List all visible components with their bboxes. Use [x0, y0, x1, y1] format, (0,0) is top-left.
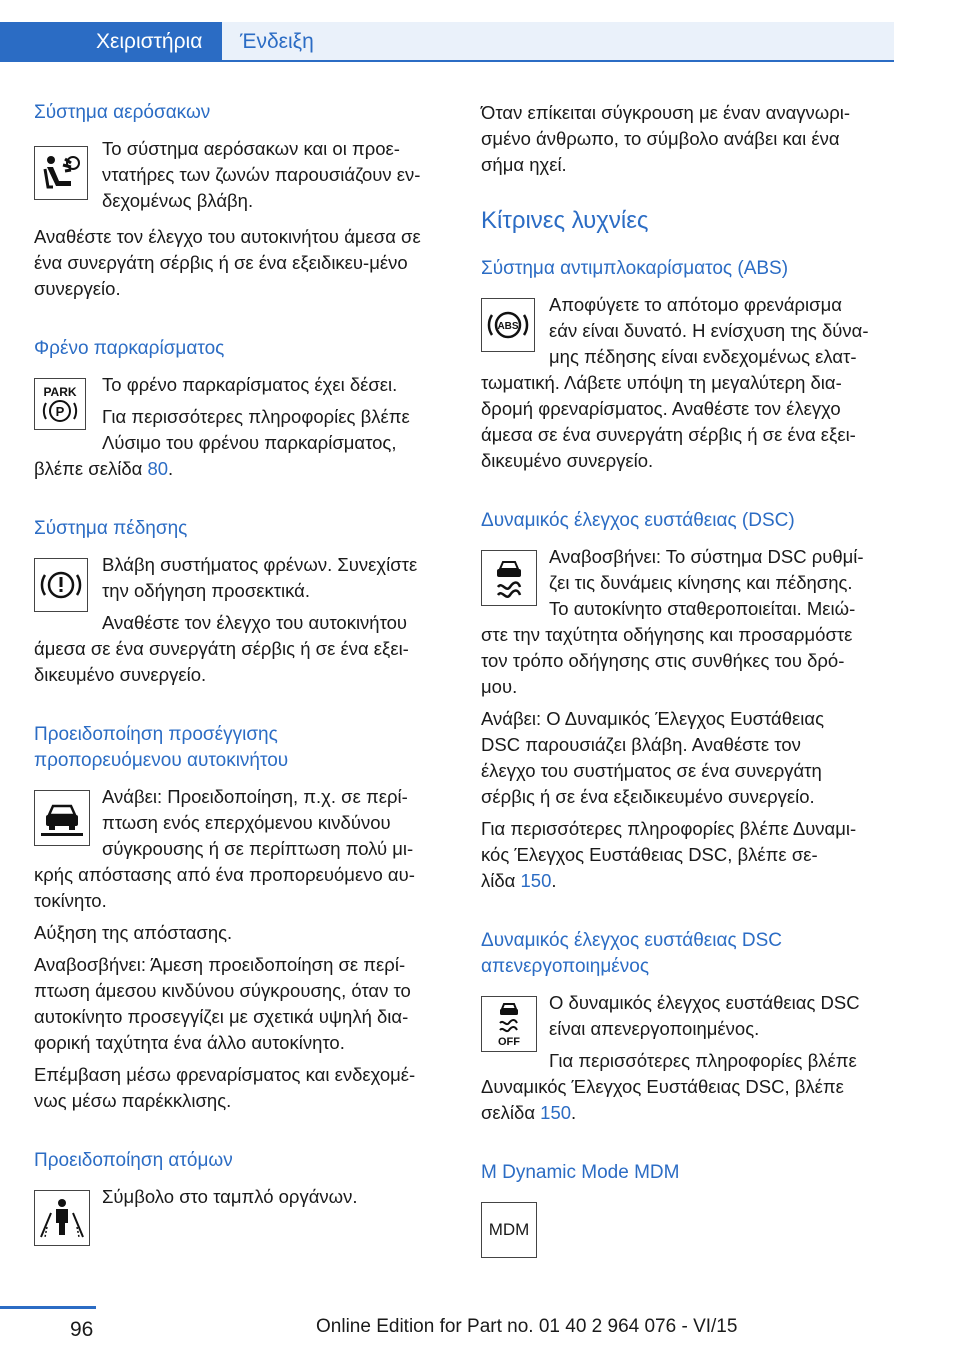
- svg-text:PARK: PARK: [43, 385, 77, 399]
- mdm-icon-label: MDM: [488, 1220, 530, 1239]
- dsc-heading: Δυναμικός έλεγχος ευστάθειας (DSC): [481, 510, 795, 531]
- parking-line1: Το φρένο παρκαρίσματος έχει δέσει.: [102, 374, 398, 395]
- dsc-page-link[interactable]: 150: [520, 870, 552, 891]
- header-divider: [222, 60, 894, 62]
- collision-p3a: Αναβοσβήνει: Άμεση προειδοποίηση σε περί-: [34, 954, 406, 975]
- right-column: [481, 100, 897, 1260]
- collision-p3b: πτωση άμεσου κινδύνου σύγκρουσης, όταν το: [34, 980, 411, 1001]
- dsc-l1: Αναβοσβήνει: Το σύστημα DSC ρυθμί-: [549, 546, 864, 567]
- airbag-heading: Σύστημα αερόσακων: [34, 102, 211, 123]
- collision-p4b: νως μέσω παρέκκλισης.: [34, 1090, 232, 1111]
- parking-see-page: βλέπε σελίδα: [34, 458, 148, 479]
- dsc-p2c: έλεγχο του συστήματος σε ένα συνεργάτη: [481, 760, 822, 781]
- brake-line4: άμεσα σε ένα συνεργάτη σέρβις ή σε ένα εξει-: [34, 638, 409, 659]
- brake-line3: Αναθέστε τον έλεγχο του αυτοκινήτου: [102, 612, 408, 633]
- dsc-off-l1: Ο δυναμικός έλεγχος ευστάθειας DSC: [549, 992, 860, 1013]
- brake-line2: την οδήγηση προσεκτικά.: [102, 580, 311, 601]
- collision-l4: κρής απόστασης από ένα προπορευόμενο αυ-: [34, 864, 415, 885]
- collision-section: [34, 784, 454, 1114]
- collision-warning-icon: [34, 790, 90, 846]
- airbag-section: [34, 136, 454, 302]
- dsc-off-heading-1: Δυναμικός έλεγχος ευστάθειας DSC: [481, 930, 783, 951]
- collision-heading-2: προπορευόμενου αυτοκινήτου: [34, 750, 289, 771]
- dsc-p2a: Ανάβει: Ο Δυναμικός Έλεγχος Ευστάθειας: [481, 708, 824, 729]
- header-bar: [0, 0, 960, 62]
- intro-l2: σμένο άνθρωπο, το σύμβολο ανάβει και ένα: [481, 128, 840, 149]
- dsc-off-see-page: σελίδα: [481, 1102, 541, 1123]
- dsc-p3c-end: .: [551, 870, 557, 891]
- mdm-icon: [481, 1202, 537, 1258]
- parking-page-link[interactable]: 80: [147, 458, 169, 479]
- abs-l5: δρομή φρεναρίσματος. Αναθέστε τον έλεγχο: [481, 398, 841, 419]
- dsc-off-l4: Δυναμικός Έλεγχος Ευστάθειας DSC, βλέπε: [481, 1076, 844, 1097]
- abs-l6: άμεσα σε ένα συνεργάτη σέρβις ή σε ένα εξει-: [481, 424, 856, 445]
- brake-line1: Βλάβη συστήματος φρένων. Συνεχίστε: [102, 554, 418, 575]
- collision-heading-1: Προειδοποίηση προσέγγισης: [34, 724, 278, 745]
- pedestrian-heading: Προειδοποίηση ατόμων: [34, 1150, 233, 1171]
- page-number: 96: [70, 1318, 94, 1341]
- mdm-heading: M Dynamic Mode MDM: [481, 1162, 680, 1183]
- collision-p4a: Επέμβαση μέσω φρεναρίσματος και ενδεχομέ-: [34, 1064, 416, 1085]
- tab-display[interactable]: [222, 22, 894, 62]
- collision-l2: πτωση ενός επερχόμενου κινδύνου: [102, 812, 391, 833]
- collision-l5: τοκίνητο.: [34, 890, 107, 911]
- airbag-icon: [34, 146, 88, 200]
- parking-line2: Για περισσότερες πληροφορίες βλέπε: [102, 406, 410, 427]
- collision-l1: Ανάβει: Προειδοποίηση, π.χ. σε περί-: [102, 786, 408, 807]
- svg-text:P: P: [55, 404, 65, 419]
- dsc-p2b: DSC παρουσιάζει βλάβη. Αναθέστε τον: [481, 734, 801, 755]
- intro-l1: Όταν επίκειται σύγκρουση με έναν αναγνωρι-: [481, 102, 850, 123]
- parking-heading: Φρένο παρκαρίσματος: [34, 338, 225, 359]
- dsc-off-heading-2: απενεργοποιημένος: [481, 956, 649, 977]
- abs-l4: τωματική. Λάβετε υπόψη τη μεγαλύτερη δια-: [481, 372, 842, 393]
- dsc-l3: Το αυτοκίνητο σταθεροποιείται. Μειώ-: [549, 598, 856, 619]
- park-brake-icon: [34, 378, 86, 430]
- dsc-p2d: σέρβις ή σε ένα εξειδικευμένο συνεργείο.: [481, 786, 815, 807]
- collision-p3d: φορική ταχύτητα ένα άλλο αυτοκίνητο.: [34, 1032, 345, 1053]
- abs-l3: μης πέδησης είναι ενδεχομένως ελατ-: [549, 346, 857, 367]
- brake-warning-icon: [34, 558, 88, 612]
- collision-p2: Αύξηση της απόστασης.: [34, 922, 233, 943]
- abs-section: [481, 292, 897, 474]
- dsc-see-page: λίδα: [481, 870, 521, 891]
- parking-line4-end: .: [168, 458, 174, 479]
- dsc-icon: [481, 550, 537, 606]
- dsc-l5: τον τρόπο οδήγησης στις συνθήκες του δρό-: [481, 650, 845, 671]
- abs-l2: εάν είναι δυνατό. Η ενίσχυση της δύνα-: [549, 320, 869, 341]
- dsc-l6: μου.: [481, 676, 518, 697]
- left-column: [34, 100, 454, 1242]
- airbag-icon-text: Το σύστημα αερόσακων και οι προε- ντατήρες των ζωνών παρουσιάζουν εν- δεχομένως βλάβη.: [102, 138, 421, 211]
- parking-line3: Λύσιμο του φρένου παρκαρίσματος,: [102, 432, 397, 453]
- dsc-off-l5: [481, 1100, 897, 1126]
- brake-heading: Σύστημα πέδησης: [34, 518, 188, 539]
- dsc-off-l2: είναι απενεργοποιημένος.: [549, 1018, 760, 1039]
- dsc-p3b: κός Έλεγχος Ευστάθειας DSC, βλέπε σε-: [481, 844, 818, 865]
- dsc-off-page-link[interactable]: 150: [540, 1102, 572, 1123]
- yellow-lights-heading: Κίτρινες λυχνίες: [481, 207, 649, 234]
- dsc-off-l5-end: .: [571, 1102, 577, 1123]
- dsc-l2: ζει τις δυνάμεις κίνησης και πέδησης.: [549, 572, 853, 593]
- dsc-p3c: [481, 868, 897, 894]
- dsc-l4: στε την ταχύτητα οδήγησης και προσαρμόστε: [481, 624, 853, 645]
- parking-section: [34, 372, 454, 482]
- pedestrian-line1: Σύμβολο στο ταμπλό οργάνων.: [102, 1186, 358, 1207]
- brake-line5: δικευμένο συνεργείο.: [34, 664, 207, 685]
- dsc-off-icon-label: OFF: [498, 1036, 520, 1048]
- pedestrian-section: [34, 1184, 454, 1242]
- dsc-off-icon: [481, 996, 537, 1052]
- intro-l3: σήμα ηχεί.: [481, 154, 567, 175]
- brake-section: [34, 552, 454, 688]
- abs-icon: [481, 298, 535, 352]
- tab-controls[interactable]: [0, 22, 222, 62]
- dsc-p3a: Για περισσότερες πληροφορίες βλέπε Δυναμι-: [481, 818, 857, 839]
- page-number-rule: [0, 1306, 96, 1309]
- abs-icon-label: ABS: [497, 321, 519, 332]
- dsc-off-section: [481, 990, 897, 1126]
- dsc-off-l3: Για περισσότερες πληροφορίες βλέπε: [549, 1050, 857, 1071]
- dsc-section: [481, 544, 897, 894]
- abs-l7: δικευμένο συνεργείο.: [481, 450, 654, 471]
- abs-heading: Σύστημα αντιμπλοκαρίσματος (ABS): [481, 258, 789, 279]
- footer-edition: Online Edition for Part no. 01 40 2 964 076 - VI/15: [316, 1316, 738, 1337]
- abs-l1: Αποφύγετε το απότομο φρενάρισμα: [549, 294, 842, 315]
- pedestrian-warning-icon: [34, 1190, 90, 1246]
- collision-p3c: αυτοκίνητο προσεγγίζει με σχετικά υψηλή δια-: [34, 1006, 409, 1027]
- tab-display-label: Ένδειξη: [240, 30, 314, 53]
- airbag-body: Αναθέστε τον έλεγχο του αυτοκινήτου άμεσα σε ένα συνεργάτη σέρβις ή σε ένα εξειδικευ-μένο συνεργείο.: [34, 226, 421, 299]
- tab-controls-label: Χειριστήρια: [96, 30, 203, 53]
- mdm-section: [481, 1202, 897, 1260]
- collision-l3: σύγκρουσης ή σε περίπτωση πολύ μι-: [102, 838, 414, 859]
- parking-line4: [34, 456, 454, 482]
